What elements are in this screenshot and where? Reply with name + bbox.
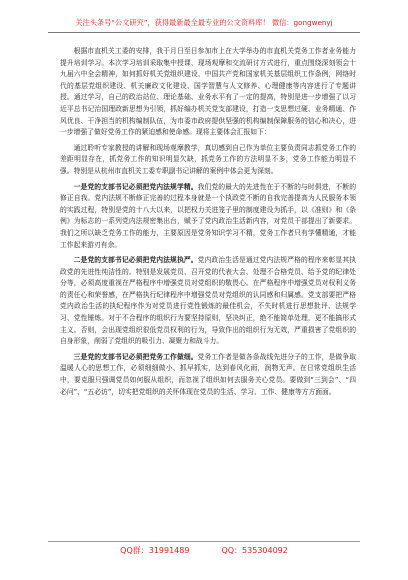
paragraph-intro-text: 根据市直机关工委的安排，我于月日至日参加市上在大学举办的市直机关党务工作者业务能力提升培训学习。本次学习培训采取集中授课、现场观摩和交流研讨方式进行，重点围绕深刻领会十九届六中全会精神，如何抓好机关党组织建设、中国共产党和国家机关基层组织工作条例，网络时代的基层党组织建设、机关廉政文化建设、国学智慧与人文修养、心理健康等内容进行了专题讲授。通过学习，自己的政治站位、理论基础、业务水平有了一定的提高，特别是进一步增强了以习近平总书记治国理政新思想为引领，抓好编办机关党支部建设，打造一支思想过硬、业务精通、作风优良、干净担当的机构编制队伍，为市委市政府提供坚强的机构编制保障服务的信心和决心，进一步增强了做好党务工作的紧迫感和使命感。现将主要体会汇报如下： [60,47,356,137]
point-three-heading: 三是党的支部书记必须把党务工作做细。 [73,352,198,361]
header-divider [48,32,360,33]
point-two-text: 党内政治生活是通过党内法规严格的程序来彰显其执政党的先进性纯洁性的。特别是发展党员、召开党的代表大会、处理不合格党员、给予党的纪律处分等，必须高度重视在严格程序中增强党员对党组织的敬畏心。在严格程序中增强党员对权利义务的责任心和荣誉感，在严格执行纪律程序中增强党员对党组织的认同感和归属感。党支部要把严格党内政治生活的执纪程序作为对党员进行党性锻炼的最佳机会，不失时机进行思想批评、法规学习、党性锤炼。对于不合程序的组织行为要坚持原则，坚决纠正，绝不能简单处理，更不能搞形式主义。否则，会出现党组织很低党员权利的行为，导致作出的组织行为无效，严重损害了党组织的自身形象，削弱了党组织的吸引力、凝聚力和战斗力。 [60,256,356,346]
paragraph-reflection [60,143,356,178]
footer-qq-contact: QQ：535304092 [221,546,288,555]
footer-divider [48,541,360,542]
page-header [0,10,408,32]
document-body [60,46,356,532]
paragraph-reflection-text: 通过聆听专家教授的讲解和现场观摩教学，真切感到自己作为单位主要负责同志抓党务工作的差距明显存在，抓党务工作的知识明显欠缺，抓党务工作的方法明显不多，党务工作能力明显不强。特别是从杭州市直机关工委专职副书记讲解的案例中体会更为深刻。 [60,143,356,175]
point-one-text: 我们党的最大的先进性在于不断的与时俱进，不断的修正自我。党内法规不断修正完善的过程本身就是一个执政党不断的自我完善提高为人民服务本领的实践过程，特别是党的十八大以来，以把权力关进笼子里的制度建设为抓手，以《准则》和《条例》为标志的一系列党内法规密集出台，赋予了党内政治生活新内容，对党员干部提出了新要求。我们之所以缺乏党务工作的能力，主要原因是党务知识学习不精，党务工作者只有学懂精通，才能工作起来游刃有余。 [60,182,356,249]
point-one-heading: 一是党的支部书记必须把党内法规学精。 [73,182,198,191]
paragraph-point-one [60,182,356,252]
point-two-heading: 二是党的支部书记必须把党内法规执严。 [73,256,198,265]
footer-qq-group: QQ群：31991489 [120,546,190,555]
point-three-text: 党务工作者是做各条战线先进分子的工作，是做争取温暖人心的思想工作，必须细细做小、抓早抓实，达到春风化雨，润物无声。在日常党组织生活中，要克服只强调党员如何服从组织，而忽视了组织如何去服务关心党员。要做到“三到会”、“四必问”、“五必访”，切实把党组织的关怀体现在党员的生活、学习、工作、健康等方方面面。 [60,352,356,396]
paragraph-intro [60,46,356,139]
header-promo-text: 关注头条号“公文研究”，获得最新最全最专业的公文资料库！ 微信：gongwenyj [75,18,333,27]
paragraph-point-three [60,352,356,398]
page-footer [0,544,408,558]
paragraph-point-two [60,255,356,348]
